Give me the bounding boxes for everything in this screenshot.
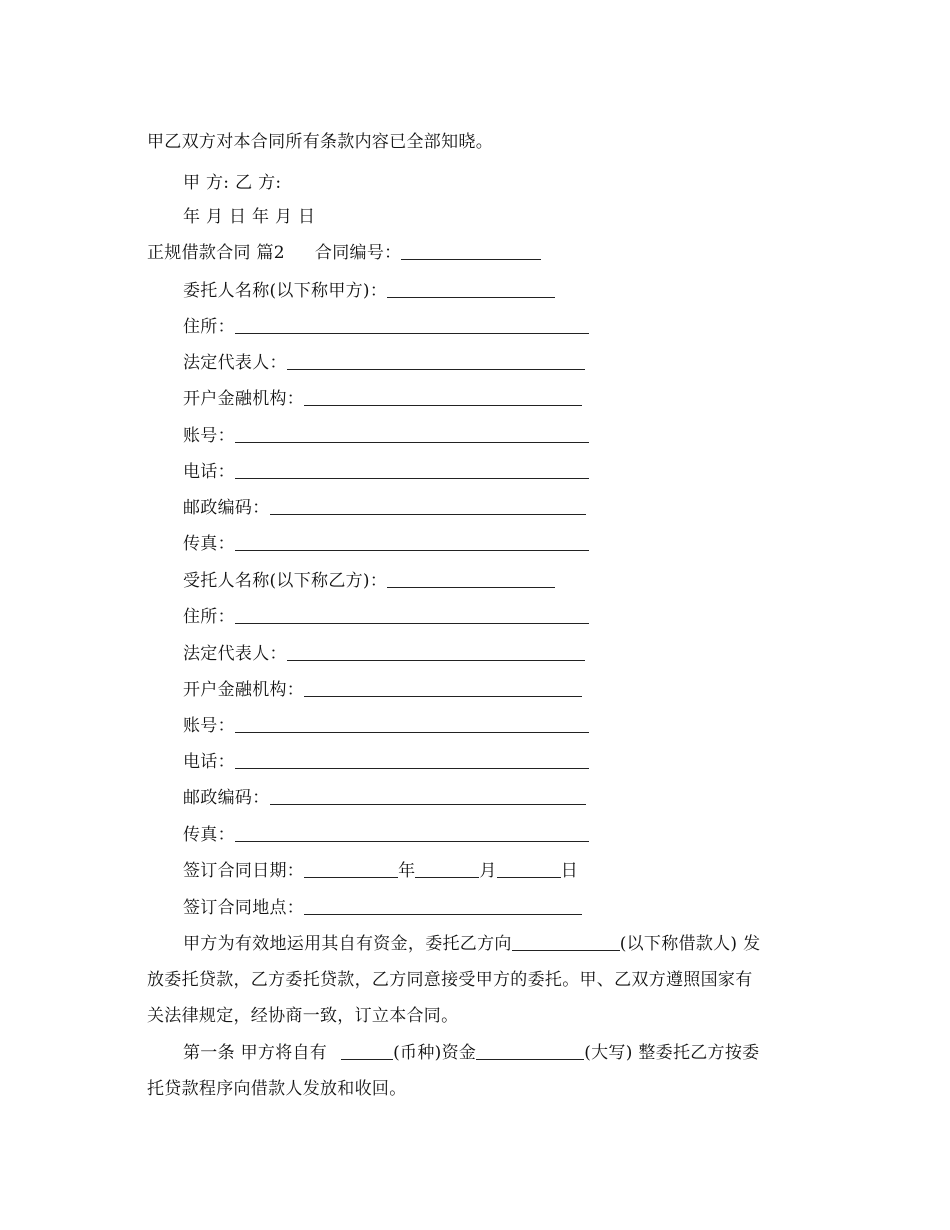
day-label: 日 [560,861,579,881]
article-1-line-1 [183,1041,759,1065]
para1-text: (以下称借款人) 发 [619,934,761,954]
intro-text: 甲乙双方对本合同所有条款内容已全部知晓。 [147,132,493,152]
section-heading [147,241,541,265]
paragraph-1-line-2: 放委托贷款，乙方委托贷款，乙方同意接受甲方的委托。甲、乙双方遵照国家有 [147,970,753,990]
trustee-phone-row [183,750,589,774]
field-blank [235,317,589,334]
field-label: 邮政编码： [183,498,270,518]
day-blank [497,861,561,878]
client-name-label: 委托人名称(以下称甲方)： [183,281,388,301]
field-label: 住所： [183,607,235,627]
client-legal-rep-row [183,351,585,375]
month-blank [415,861,479,878]
field-blank [287,644,585,661]
trustee-account-row [183,714,589,738]
field-blank [235,752,589,769]
field-label: 账号： [183,426,235,446]
paragraph-1-line-3: 关法律规定，经协商一致，订立本合同。 [147,1006,459,1026]
field-blank [235,426,589,443]
field-blank [270,788,586,805]
client-postcode-row [183,496,586,520]
trustee-name-label: 受托人名称(以下称乙方)： [183,571,388,591]
contract-no-label: 合同编号： [314,243,402,263]
field-blank [235,607,589,624]
contract-no-blank [401,243,541,260]
trustee-bank-row [183,678,582,702]
amount-blank [476,1043,584,1060]
field-blank [235,825,589,842]
date-right: 年 月 日 [252,207,316,227]
article-1-line-2: 托贷款程序向借款人发放和收回。 [147,1079,407,1099]
field-label: 传真： [183,534,235,554]
client-name-row [183,279,555,303]
field-label: 邮政编码： [183,788,270,808]
field-blank [287,353,585,370]
field-blank [235,534,589,551]
field-blank [304,389,582,406]
field-blank [235,716,589,733]
paragraph-1-line-1 [183,932,760,956]
currency-blank [341,1043,393,1060]
trustee-legal-rep-row [183,642,585,666]
field-blank [304,680,582,697]
party-b-label: 乙 方: [235,173,282,193]
client-phone-row [183,460,589,484]
field-label: 电话： [183,462,235,482]
field-label: 法定代表人： [183,644,287,664]
field-label: 账号： [183,716,235,736]
article1-text: (币种)资金 [393,1043,477,1063]
trustee-name-blank [387,571,555,588]
para1-text: 甲方为有效地运用其自有资金，委托乙方向 [183,934,512,954]
client-address-row [183,315,589,339]
field-blank [270,498,586,515]
signature-dates [183,205,315,229]
signature-parties [183,171,281,195]
trustee-postcode-row [183,786,586,810]
party-a-label: 甲 方: [183,173,230,193]
signing-date-row [183,859,578,883]
month-label: 月 [479,861,497,881]
client-name-blank [387,281,555,298]
signing-place-row [183,896,582,920]
field-blank [235,462,589,479]
client-account-row [183,424,589,448]
section-title: 正规借款合同 篇2 [147,243,285,263]
borrower-blank [512,934,620,951]
article1-text: 第一条 甲方将自有 [183,1043,328,1063]
date-left: 年 月 日 [183,207,247,227]
signing-place-label: 签订合同地点： [183,898,305,918]
field-label: 传真： [183,825,235,845]
signing-date-label: 签订合同日期： [183,861,305,881]
trustee-name-row [183,569,555,593]
year-label: 年 [398,861,416,881]
field-label: 开户金融机构： [183,389,305,409]
field-label: 开户金融机构： [183,680,305,700]
field-label: 住所： [183,317,235,337]
client-bank-row [183,387,582,411]
field-label: 法定代表人： [183,353,287,373]
field-label: 电话： [183,752,235,772]
client-fax-row [183,532,589,556]
article1-text: (大写) 整委托乙方按委 [584,1043,760,1063]
year-blank [304,861,398,878]
trustee-fax-row [183,823,589,847]
trustee-address-row [183,605,589,629]
signing-place-blank [304,898,582,915]
